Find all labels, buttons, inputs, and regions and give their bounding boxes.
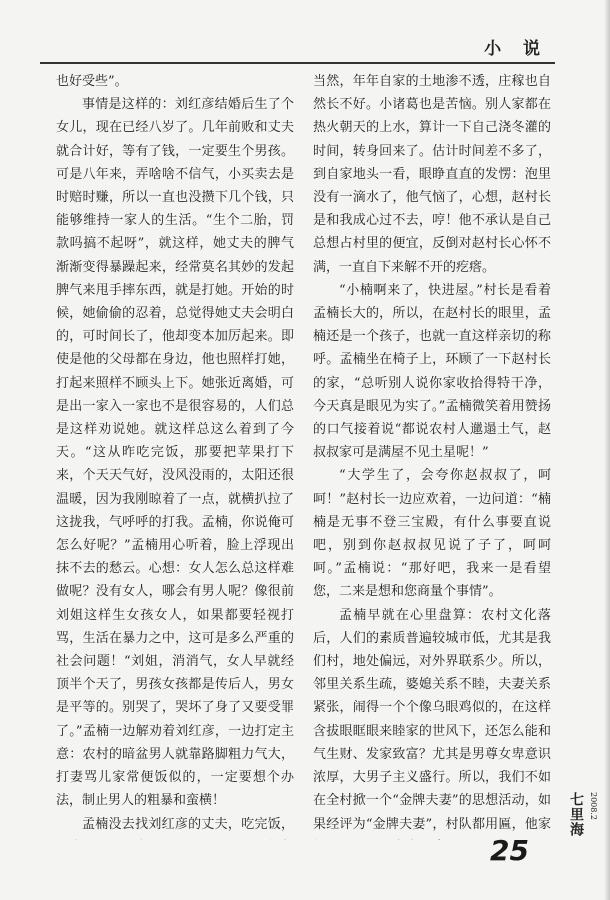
article-body — [56, 70, 551, 840]
paragraph: 孟楠早就在心里盘算：农村文化落后，人们的素质普遍较城市低，尤其是我们村，地处偏远，对外界联系少。所以，邻里关系生疏，婆媳关系不睦，夫妻关系紧张，闹得一个个像乌眼鸡似的，在这样含拔眼眶眼来睦家的世风下，还怎么能和气生财、发家致富？尤其是男尊女卑意识浓厚，大男子主义盛行。所以，我们不如在全村掀一个“金牌夫妻”的思想活动，如果经评为“金牌夫妻”，村队都用匾，他家 — [313, 607, 551, 832]
magazine-issue: 2008.2 — [589, 792, 598, 820]
header-rule — [40, 62, 555, 64]
page-edge-shadow — [604, 0, 610, 900]
magazine-name: 七里海 — [568, 792, 584, 837]
paragraph: “大学生了，会夸你赵叔叔了，呵呵！”赵村长一边应欢着，一边问道：“楠楠是无事不登三宝殿，有什么事要直说吧，别到你赵叔叔见说了子了，呵呵呵。”孟楠说：“那好吧，我来一是看望您，二来是想和您商量个事情”。 — [313, 468, 551, 600]
paragraph: “小楠啊来了，快进屋。”村长是看着孟楠长大的，所以，在赵村长的眼里，孟楠还是一个孩子，也就一直这样亲切的称呼。孟楠坐在椅子上，环顾了一下赵村长的家，“总听别人说你家收拾得特干净，今天真是眼见为实了。”孟楠微笑着用赞扬的口气接着说“都说农村人邋遢土气，赵叔叔家可是满屋不见土星呢！” — [313, 282, 551, 461]
left-column — [56, 70, 294, 840]
paragraph: 当然，年年自家的土地渗不透，庄稼也自然长不好。小诸葛也是苦恼。别人家都在热火朝天的上水，算计一下自己浇冬灌的时间，转身回来了。估计时间差不多了，到自家地头一看，眼睁直直的发愣：泡里没有一滴水了，他气恼了，心想，赵村长是和我成心过不去，哼！他不承认是自己总想占村里的便宜，反倒对赵村长心怀不满，一直自下来解不开的疙瘩。 — [313, 74, 551, 275]
right-column — [313, 70, 551, 840]
magazine-mark — [562, 792, 602, 862]
section-label: 小 说 — [484, 39, 548, 59]
paragraph: 孟楠没去找刘红彦的丈夫，吃完饭， — [82, 816, 294, 832]
paragraph: 也好受些”。 — [56, 74, 128, 89]
paragraph: 事情是这样的：刘红彦结婚后生了个女儿，现在已经八岁了。几年前败和丈夫就合计好，等有了钱，一定要生个男孩。可是八年来，弄啥啥不信气，小买卖去是时赔时赚，所以一直也没攒下几个钱，只能够维持一家人的生活。“生个二胎，罚款吗搞不起呀”，就这样，她丈夫的脾气渐渐变得暴躁起来，经常莫名其妙的发起脾气来甩手摔东西，就是打她。开始的时候，她偷偷的忍着，总觉得她丈夫会明白的，可时间长了，他却变本加厉起来。即使是他的父母都在身边，他也照样打她，打起来照样不顾头上下。她张近离婚，可是出一家入一家也不是很容易的，人们总是这样劝说她。就这样总这么着到了今天。“这从昨吃完饭，那要把苹果打下来，个天天气好，没风没雨的，太阳还很温暖，因为我刚晾着了一点，就横扒拉了这拢我，气呼呼的打我。孟楠，你说俺可怎么好呢？”孟楠用心听着，脸上浮现出抹不去的愁云。心想：女人怎么总这样难做呢？没有女人，哪会有男人呢？像很前刘姐这样生女孩女人，如果都要轻视打骂，生活在暴力之中，这可是多么严重的社会问题！“刘姐，消消气，女人早就经顶半个天了，男孩女孩都是传后人，男女是平等的。别哭了，哭坏了身了又要受罪了。”孟楠一边解劝着刘红彦，一边打定主意：农村的暗盆男人就靠路脚粗力气大，打妻骂儿家常便饭似的，一定要想个办法，制止男人的粗暴和蛮横！ — [56, 97, 294, 809]
page-number: 25 — [490, 834, 529, 867]
